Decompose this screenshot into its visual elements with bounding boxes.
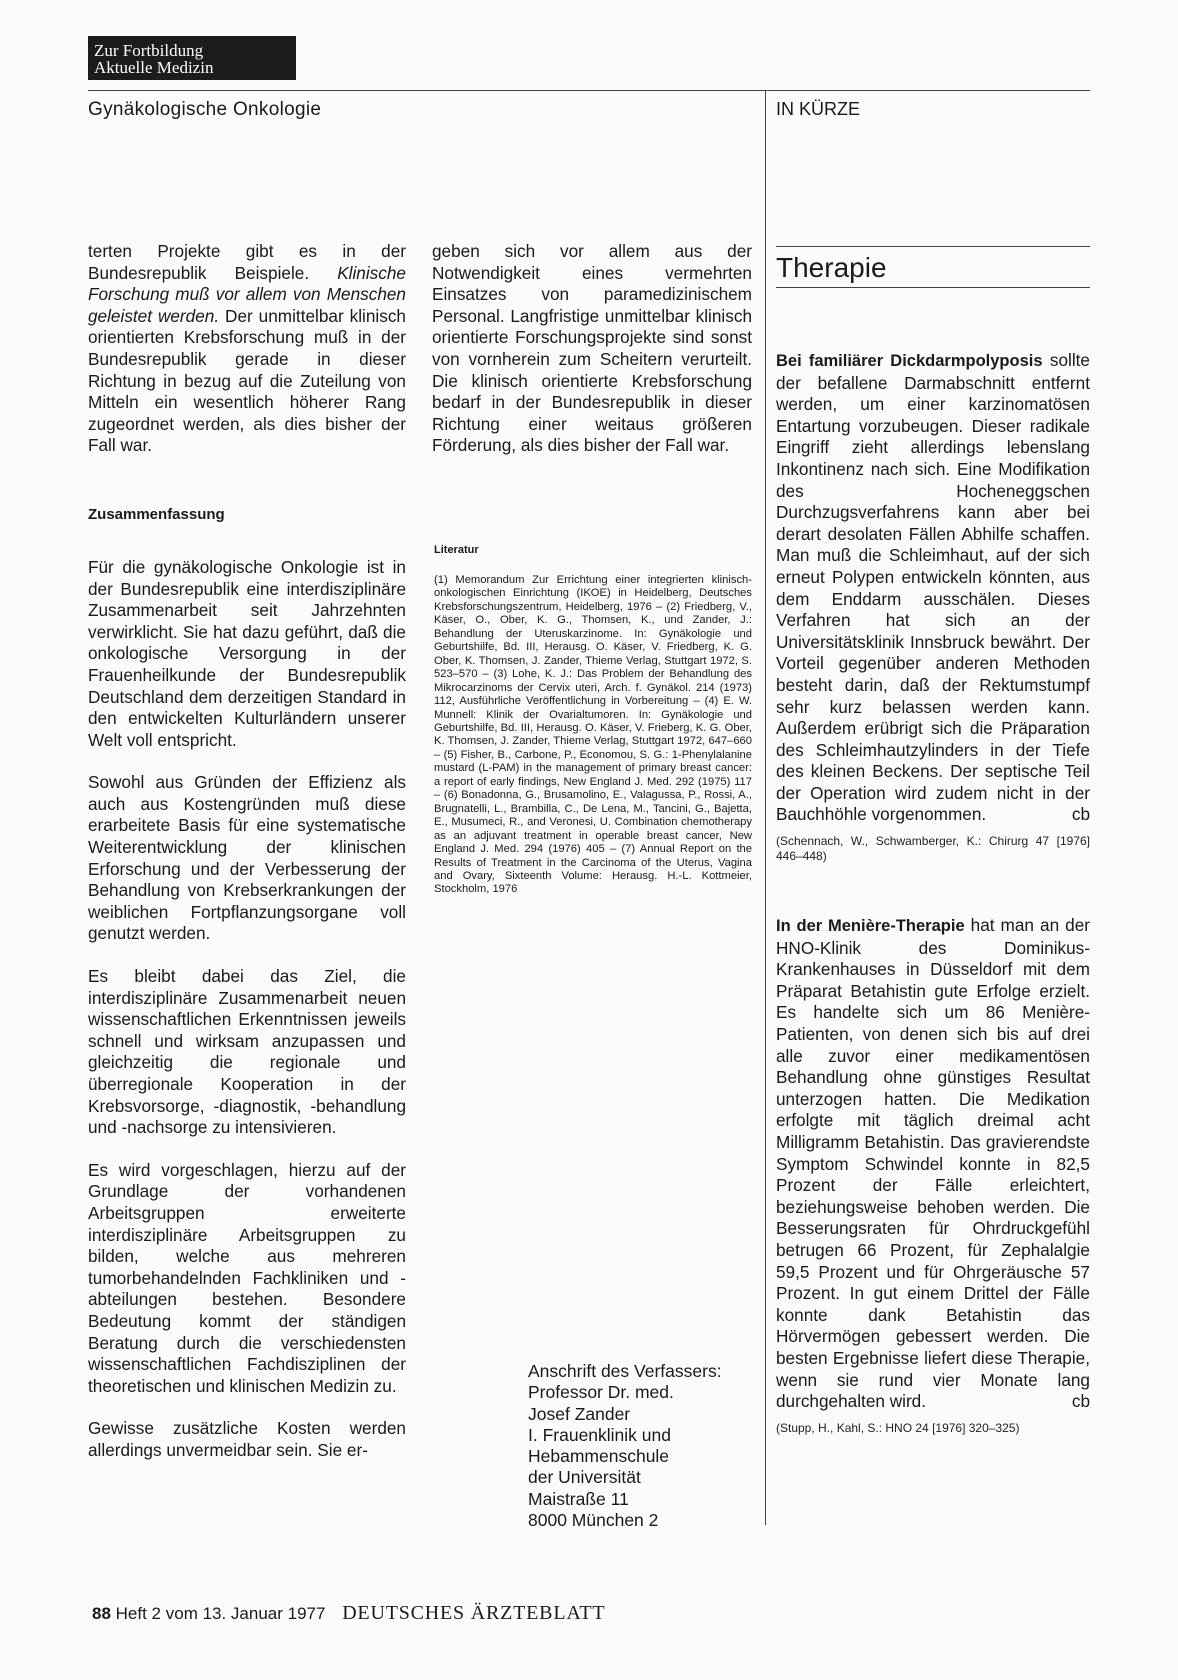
news-citation: (Schennach, W., Schwamberger, K.: Chirurg 47 [1976] 446–448): [776, 834, 1090, 863]
article-column-1: [88, 241, 406, 1462]
journal-name: DEUTSCHES ÄRZTEBLATT: [342, 1602, 606, 1624]
therapy-title: Therapie: [776, 252, 887, 283]
author-sign: cb: [1071, 804, 1090, 825]
address-line: Maistraße 11: [528, 1488, 629, 1509]
therapy-rule-top: [776, 246, 1090, 247]
address-line: Hebammenschule: [528, 1446, 670, 1467]
paragraph: geben sich vor allem aus der Notwendigkeit eines vermehrten Einsatzes von paramedizinischem Personal. Langfristige unmittelbar klinisch orientierte Forschungsprojekte sind sonst von vornherein zum Scheitern verurteilt. Die klinisch orientierte Krebsforschung bedarf in der Bundesrepublik in dieser Richtung einer weitaus größeren Förderung, als dies bisher der Fall war.: [432, 241, 752, 456]
page-footer: [92, 1602, 605, 1625]
news-lead: Bei familiärer Dickdarmpolyposis: [776, 352, 1043, 370]
news-citation: (Stupp, H., Kahl, S.: HNO 24 [1976] 320–325): [776, 1420, 1020, 1435]
section-badge: [88, 36, 296, 80]
paragraph: Sowohl aus Gründen der Effizienz als auch aus Kostengründen muß diese erarbeitete Basis für eine systematische Weiterentwicklung der klinischen Erforschung und der Verbesserung der Behandlung von Krebserkrankungen der weiblichen Fortpflanzungsorgane voll genutzt werden.: [88, 772, 406, 944]
paragraph: [88, 241, 406, 457]
therapy-rule-bottom: [776, 287, 1090, 288]
text-run: terten Projekte gibt es in der Bundesrepublik Beispiele.: [88, 241, 406, 283]
literature-list: (1) Memorandum Zur Errichtung einer integrierten klinisch-onkologischen Einrichtung (IKOE) in Heidelberg, Deutsches Krebsforschungszentrum, Heidelberg, 1976 – (2) Friedberg, V., Käser, O., Ober, K. G., Thomsen, K., und Zander, J.: Behandlung der Uteruskarzinome. In: Gynäkologie und Geburtshilfe, Bd. III, Herausg. O. Käser, V. Friedberg, K. G. Ober, K. Thomsen, J. Zander, Thieme Verlag, Stuttgart 1972, S. 523–570 – (3) Lohe, K. J.: Das Problem der Behandlung des Mikrocarzinoms der Cervix uteri, Arch. f. Gynäkol. 214 (1973) 112, Ausführliche Veröffentlichung in Vorbereitung – (4) E. W. Munnell: Klinik der Ovarialtumoren. In: Gynäkologie und Geburtshilfe, Bd. III, Herausg. O. Käser, V. Frieberg, K. G. Ober, K. Thomsen, J. Zander, Thieme Verlag, Stuttgart 1972, 647–660 – (5) Fisher, B., Carbone, P., Economou, S. G.: 1-Phenylalanine mustard (L-PAM) in the management of primary breast cancer: a report of early findings, New England J. Med. 292 (1975) 117 – (6) Bonadonna, G., Brusamolino, E., Valagussa, P., Rossi, A., Brugnatelli, L., Brambilla, C., De Lena, M., Tancini, G., Bajetta, E., Musumeci, R., and Veronesi, U. Combination chemotherapy as an adjuvant treatment in operable breast cancer, New England J. Med. 294 (1976) 405 – (7) Annual Report on the Results of Treatment in the Carcinoma of the Uterus, Vagina and Ovary, Sixteenth Volume: Herausg. H.-L. Kottmeier, Stockholm, 1976: [434, 574, 752, 896]
emphasis-text: Klinische Forschung muß vor allem von Menschen geleistet werden.: [88, 262, 406, 326]
badge-line-1: Zur Fortbildung: [94, 41, 204, 60]
literature-heading: Literatur: [434, 544, 479, 556]
address-line: Professor Dr. med.: [528, 1382, 674, 1403]
news-lead: In der Menière-Therapie: [776, 917, 965, 936]
address-line: I. Frauenklinik und: [528, 1424, 671, 1445]
news-item-2: [776, 915, 1090, 1413]
column-divider: [765, 90, 766, 1525]
author-address: [528, 1361, 722, 1531]
author-sign: cb: [1071, 1391, 1090, 1412]
badge-line-2: Aktuelle Medizin: [94, 58, 214, 77]
paragraph: Gewisse zusätzliche Kosten werden allerdings unvermeidbar sein. Sie er-: [88, 1418, 406, 1460]
header-rule: [88, 90, 1090, 91]
address-line: 8000 München 2: [528, 1510, 659, 1531]
issue-info: Heft 2 vom 13. Januar 1977: [115, 1604, 326, 1623]
section-title: Gynäkologische Onkologie: [88, 99, 322, 120]
address-line: Anschrift des Verfassers:: [528, 1361, 722, 1381]
article-column-2: [432, 241, 752, 457]
paragraph: Es bleibt dabei das Ziel, die interdisziplinäre Zusammenarbeit neuen wissenschaftlichen Erkenntnissen jeweils schnell und wirksam anzupassen und gleichzeitig die regionale und überregionale Kooperation in der Krebsvorsorge, -diagnostik, -behandlung und -nachsorge zu intensivieren.: [88, 966, 406, 1138]
address-line: Josef Zander: [528, 1403, 631, 1424]
paragraph: Für die gynäkologische Onkologie ist in der Bundesrepublik eine interdisziplinäre Zusammenarbeit seit Jahrzehnten verwirklicht. Sie hat dazu geführt, daß die onkologische Versorgung in der Frauenheilkunde der Bundesrepublik Deutschland dem derzeitigen Standard in den entwickelten Kulturländern unserer Welt voll entspricht.: [88, 556, 406, 750]
summary-heading: Zusammenfassung: [88, 505, 225, 523]
news-body: hat man an der HNO-Klinik des Dominikus-Krankenhauses in Düsseldorf mit dem Präparat Betahistin gute Erfolge erzielt. Es handelte sich um 86 Menière-Patienten, von denen sich bis auf drei alle zuvor einer medikamentösen Behandlung ohne günstiges Resultat unterzogen hatten. Die Medikation erfolgte mit täglich dreimal acht Milligramm Betahistin. Das gravierendste Symptom Schwindel konnte in 82,5 Prozent der Fälle erleichtert, beziehungsweise behoben werden. Die Besserungsraten für Ohrdruckgefühl betrugen 66 Prozent, für Zephalalgie 59,5 Prozent und für Ohrgeräusche 57 Prozent. In gut einem Drittel der Fälle konnte dank Betahistin das Hörvermögen gebessert werden. Die besten Ergebnisse liefert diese Therapie, wenn sie rund vier Monate lang durchgehalten wird.: [776, 915, 1090, 1412]
text-run: Der unmittelbar klinisch orientierten Krebsforschung muß in der Bundesrepublik gerade in dieser Richtung in bezug auf die Zuteilung von Mitteln ein wesentlich höherer Rang zugeordnet werden, als dies bisher der Fall war.: [88, 305, 406, 456]
right-section-title: IN KÜRZE: [776, 99, 861, 119]
paragraph: Es wird vorgeschlagen, hierzu auf der Grundlage der vorhandenen Arbeitsgruppen erweiterte interdisziplinäre Arbeitsgruppen zu bilden, welche aus mehreren tumorbehandelnden Fachkliniken und -abteilungen bestehen. Besondere Bedeutung kommt der ständigen Beratung durch die verschiedensten wissenschaftlichen Fachdisziplinen der theoretischen und klinischen Medizin zu.: [88, 1159, 406, 1396]
page-number: 88: [92, 1604, 111, 1623]
news-column: [776, 350, 1090, 1435]
address-line: der Universität: [528, 1467, 641, 1488]
news-body: sollte der befallene Darmabschnitt entfernt werden, um einer karzinomatösen Entartung vorzubeugen. Dieser radikale Eingriff zieht allerdings lebenslang Inkontinenz nach sich. Eine Modifikation des Hocheneggschen Durchzugsverfahrens kann aber bei derart desolaten Fällen Abhilfe schaffen. Man muß die Schleimhaut, auf der sich erneut Polypen entwickeln könnten, aus dem Enddarm ausschälen. Dieses Verfahren hat sich an der Universitätsklinik Innsbruck bewährt. Der Vorteil gegenüber anderen Methoden besteht darin, daß der Rektumstumpf sehr kurz belassen werden kann. Außerdem erübrigt sich die Präparation des Schleimhautzylinders in der Tiefe des kleinen Beckens. Der septische Teil der Operation wird zudem nicht in der Bauchhöhle vorgenommen.: [776, 350, 1090, 825]
news-item-1: [776, 350, 1090, 826]
